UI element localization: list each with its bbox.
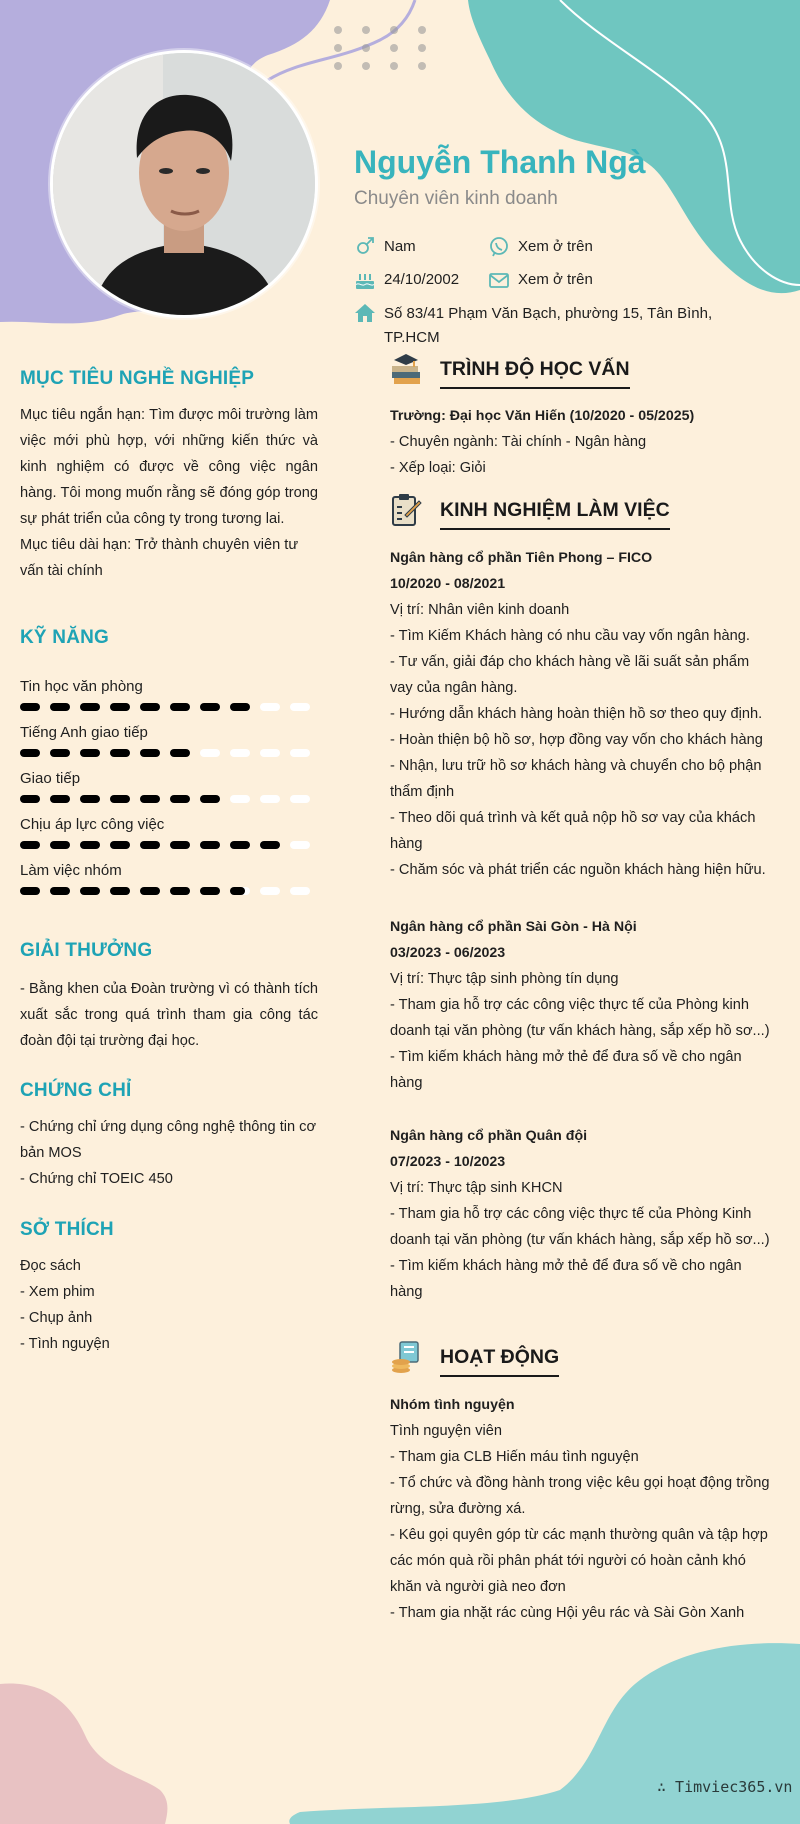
email-value: Xem ở trên xyxy=(518,271,593,288)
activities-group: Nhóm tình nguyện xyxy=(390,1397,515,1413)
objective-short-term: Mục tiêu ngắn hạn: Tìm được môi trường làm việc mới phù hợp, với những kiến thức và kinh nghiệm có được về công việc ngân hàng. Tôi mong muốn rằng sẽ đóng góp trong sự phát triển của công ty trong tương lai. xyxy=(20,407,318,527)
awards-text: - Bằng khen của Đoàn trường vì có thành tích xuất sắc trong quá trình tham gia công tác đoàn đội tại trường đại học. xyxy=(20,981,318,1049)
education-rank: - Xếp loại: Giỏi xyxy=(390,460,486,476)
activity-item: - Tham gia CLB Hiến máu tình nguyện xyxy=(390,1449,639,1465)
skill-segment-filled xyxy=(230,703,250,711)
skill-segment-filled xyxy=(110,841,130,849)
skill-segment-filled xyxy=(200,887,220,895)
skill-segment-empty xyxy=(260,887,280,895)
skill-segment-filled xyxy=(110,887,130,895)
skill-segment-filled xyxy=(200,841,220,849)
certificates-heading: CHỨNG CHỈ xyxy=(20,1080,132,1101)
awards-heading: GIẢI THƯỞNG xyxy=(20,940,153,961)
skill-segment-filled xyxy=(230,841,250,849)
birthday-value: 24/10/2002 xyxy=(384,271,460,288)
job-duty: - Hoàn thiện bộ hồ sơ, hợp đồng vay vốn cho khách hàng xyxy=(390,732,763,748)
job-duty: - Chăm sóc và phát triển các nguồn khách hàng hiện hữu. xyxy=(390,862,766,878)
skill-segment-filled xyxy=(170,703,190,711)
skill-segment-filled xyxy=(80,841,100,849)
education-heading: TRÌNH ĐỘ HỌC VẤN xyxy=(440,358,630,389)
job-company: Ngân hàng cổ phần Quân đội xyxy=(390,1128,588,1144)
watermark: ∴ Timviec365.vn xyxy=(657,1778,793,1796)
education-major: - Chuyên ngành: Tài chính - Ngân hàng xyxy=(390,434,647,450)
skill-name: Tiếng Anh giao tiếp xyxy=(20,724,148,741)
job-position: Vị trí: Thực tập sinh phòng tín dụng xyxy=(390,971,619,987)
skill-segment-filled xyxy=(140,703,160,711)
skill-segment-empty xyxy=(290,795,310,803)
job-duty: - Theo dõi quá trình và kết quả nộp hồ sơ vay của khách hàng xyxy=(390,810,756,852)
skill-segment-filled xyxy=(200,703,220,711)
skill-segment-filled xyxy=(20,703,40,711)
coins-icon xyxy=(390,1340,422,1374)
skill-segment-empty xyxy=(290,749,310,757)
clipboard-icon xyxy=(390,493,422,527)
skill-name: Làm việc nhóm xyxy=(20,862,122,879)
skill-segment-empty xyxy=(290,887,310,895)
skill-segment-filled xyxy=(140,749,160,757)
skill-name: Giao tiếp xyxy=(20,770,81,787)
skill-segment-filled xyxy=(110,795,130,803)
job-duty: - Tham gia hỗ trợ các công việc thực tế của Phòng kinh doanh tại văn phòng (tư vấn khách hàng, sắp xếp hồ sơ...) xyxy=(390,997,770,1039)
skill-segment-filled xyxy=(50,841,70,849)
skill-segment-filled xyxy=(170,749,190,757)
skill-segment-filled xyxy=(110,749,130,757)
skill-name: Tin học văn phòng xyxy=(20,678,143,695)
activities-heading: HOẠT ĐỘNG xyxy=(440,1346,559,1377)
job-period: 03/2023 - 06/2023 xyxy=(390,945,506,961)
certificate-item: - Chứng chỉ TOEIC 450 xyxy=(20,1171,173,1187)
skill-segment-filled xyxy=(80,887,100,895)
decorative-dots xyxy=(334,26,434,72)
skill-segment-filled xyxy=(110,703,130,711)
objective-long-term: Mục tiêu dài hạn: Trở thành chuyên viên tư vấn tài chính xyxy=(20,537,299,579)
address-line-2: TP.HCM xyxy=(384,329,440,346)
job-duty: - Tìm kiếm khách hàng mở thẻ để đưa số về cho ngân hàng xyxy=(390,1258,742,1300)
skill-segment-filled xyxy=(50,703,70,711)
skill-segment-filled xyxy=(20,795,40,803)
job-duty: - Nhận, lưu trữ hồ sơ khách hàng và chuyển cho bộ phận thẩm định xyxy=(390,758,762,800)
skill-segment-empty xyxy=(200,749,220,757)
hobby-item: - Xem phim xyxy=(20,1284,95,1300)
skill-segment-filled xyxy=(20,749,40,757)
certificate-item: - Chứng chỉ ứng dụng công nghệ thông tin cơ bản MOS xyxy=(20,1119,317,1161)
job-duty: - Tư vấn, giải đáp cho khách hàng về lãi suất sản phẩm vay của ngân hàng. xyxy=(390,654,750,696)
skill-level-bar xyxy=(20,747,320,759)
experience-heading: KINH NGHIỆM LÀM VIỆC xyxy=(440,499,670,530)
hobby-item: - Chụp ảnh xyxy=(20,1310,93,1326)
skill-segment-filled xyxy=(170,887,190,895)
avatar-photo xyxy=(53,53,315,315)
job-position: Vị trí: Nhân viên kinh doanh xyxy=(390,602,570,618)
candidate-name: Nguyễn Thanh Ngà xyxy=(354,144,646,180)
skill-segment-filled xyxy=(140,887,160,895)
job-entry xyxy=(390,914,770,1096)
hobby-item: - Tình nguyện xyxy=(20,1336,110,1352)
skill-segment-filled xyxy=(200,795,220,803)
education-details xyxy=(390,403,770,481)
job-period: 07/2023 - 10/2023 xyxy=(390,1154,506,1170)
cake-icon xyxy=(354,269,376,291)
skill-segment-filled xyxy=(50,795,70,803)
objective-heading: MỤC TIÊU NGHỀ NGHIỆP xyxy=(20,368,255,389)
skill-segment-empty xyxy=(260,795,280,803)
skill-segment-filled xyxy=(170,795,190,803)
activity-item: - Tham gia nhặt rác cùng Hội yêu rác và Sài Gòn Xanh xyxy=(390,1605,745,1621)
activity-item: - Kêu gọi quyên góp từ các mạnh thường quân và tập hợp các món quà rồi phân phát tới người có hoàn cảnh khó khăn và người già neo đơn xyxy=(390,1527,768,1595)
skill-segment-filled xyxy=(170,841,190,849)
skill-segment-empty xyxy=(290,703,310,711)
skill-segment-empty xyxy=(260,749,280,757)
education-school: Trường: Đại học Văn Hiến (10/2020 - 05/2025) xyxy=(390,408,695,424)
skill-segment-filled xyxy=(50,887,70,895)
skill-segment-empty xyxy=(230,749,250,757)
activity-item: - Tổ chức và đồng hành trong việc kêu gọi hoạt động trồng rừng, sửa đường xá. xyxy=(390,1475,770,1517)
skill-segment-empty xyxy=(260,703,280,711)
phone-icon xyxy=(488,236,510,258)
job-entry xyxy=(390,1123,770,1305)
gender-value: Nam xyxy=(384,238,416,255)
job-period: 10/2020 - 08/2021 xyxy=(390,576,506,592)
candidate-role: Chuyên viên kinh doanh xyxy=(354,188,558,209)
gender-icon xyxy=(354,236,376,258)
job-duty: - Tham gia hỗ trợ các công việc thực tế của Phòng Kinh doanh tại văn phòng (tư vấn khách hàng, sắp xếp hồ sơ...) xyxy=(390,1206,770,1248)
skill-segment-filled xyxy=(80,749,100,757)
certificates-list xyxy=(20,1114,318,1192)
skill-level-bar xyxy=(20,885,320,897)
job-duty: - Tìm kiếm khách hàng mở thẻ để đưa số về cho ngân hàng xyxy=(390,1049,742,1091)
phone-value: Xem ở trên xyxy=(518,238,593,255)
job-duty: - Hướng dẫn khách hàng hoàn thiện hồ sơ theo quy định. xyxy=(390,706,763,722)
skill-segment-filled xyxy=(20,841,40,849)
skill-segment-filled xyxy=(140,841,160,849)
job-company: Ngân hàng cổ phần Tiên Phong – FICO xyxy=(390,550,653,566)
skill-level-bar xyxy=(20,793,320,805)
books-icon xyxy=(390,352,422,386)
skill-segment-filled xyxy=(20,887,40,895)
skill-segment-filled xyxy=(80,703,100,711)
home-icon xyxy=(354,302,376,324)
skill-segment-filled xyxy=(50,749,70,757)
skill-level-bar xyxy=(20,839,320,851)
skill-name: Chịu áp lực công việc xyxy=(20,816,165,833)
hobby-item: Đọc sách xyxy=(20,1258,81,1274)
skill-segment-empty xyxy=(230,795,250,803)
job-company: Ngân hàng cổ phần Sài Gòn - Hà Nội xyxy=(390,919,637,935)
skills-heading: KỸ NĂNG xyxy=(20,627,110,648)
address-value xyxy=(384,302,724,350)
objective-text xyxy=(20,402,318,584)
job-entry xyxy=(390,545,770,883)
teal-bottom-blob xyxy=(289,1643,800,1824)
pink-blob xyxy=(0,1683,167,1824)
skill-segment-filled xyxy=(230,887,245,895)
skill-level-bar xyxy=(20,701,320,713)
hobbies-heading: SỞ THÍCH xyxy=(20,1219,114,1240)
activities-role: Tình nguyện viên xyxy=(390,1423,502,1439)
hobbies-list xyxy=(20,1253,318,1357)
skill-segment-empty xyxy=(290,841,310,849)
mail-icon xyxy=(488,269,510,291)
skill-segment-filled xyxy=(80,795,100,803)
job-duty: - Tìm Kiếm Khách hàng có nhu cầu vay vốn ngân hàng. xyxy=(390,628,750,644)
skill-segment-filled xyxy=(260,841,280,849)
address-line-1: Số 83/41 Phạm Văn Bạch, phường 15, Tân Bình, xyxy=(384,305,713,322)
avatar xyxy=(50,50,318,318)
activities-details xyxy=(390,1392,770,1626)
job-position: Vị trí: Thực tập sinh KHCN xyxy=(390,1180,563,1196)
skill-segment-filled xyxy=(140,795,160,803)
